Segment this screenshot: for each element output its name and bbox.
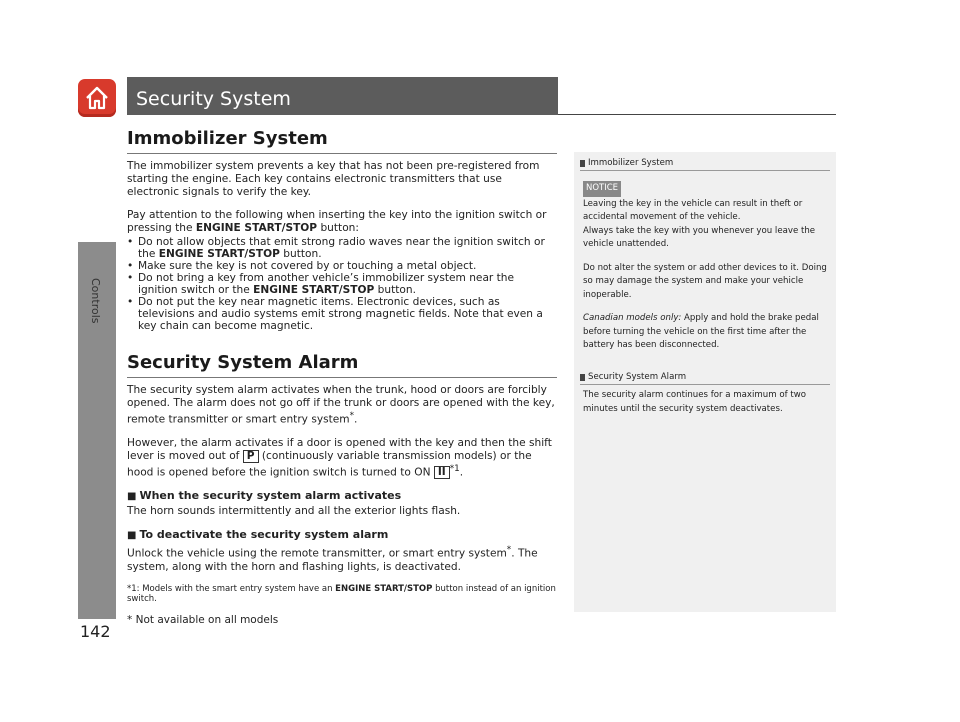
title-rule [558, 114, 836, 115]
footnote: * Not available on all models [127, 614, 279, 626]
sidebar-alarm [580, 372, 830, 426]
alarm-deactivate-text: Unlock the vehicle using the remote transmitter, or smart entry system*. The system, along with the horn and flashing lights, is deactivated. [127, 545, 538, 573]
on-position-box: II [434, 466, 450, 479]
park-position-box: P [243, 450, 259, 463]
alarm-duration-note: The security alarm continues for a maximum of two minutes until the security system deactivates. [583, 390, 806, 414]
bookmark-icon [580, 374, 585, 381]
alarm-shift-text: However, the alarm activates if a door is opened with the key and then the shift lever is moved out of P (continuously variable transmission models) or the hood is opened before the ignition switch is turned to ON II $^{*1}$. [127, 436, 552, 479]
sidebar-alarm-heading: Security System Alarm [580, 372, 830, 385]
list-item: • Do not put the key near magnetic items. Electronic devices, such as televisions and audio systems emit strong magnetic fields. Note that even a key chain can become magnetic. [127, 296, 557, 332]
bookmark-icon [580, 160, 585, 167]
immobilizer-attention: Pay attention to the following when inserting the key into the ignition switch or pressing the ENGINE START/STOP button: [127, 209, 547, 234]
sidebar-immobilizer [580, 158, 830, 363]
list-item: • Do not bring a key from another vehicle’s immobilizer system near the ignition switch or the ENGINE START/STOP button. [127, 272, 557, 296]
alarm-activates-text: The horn sounds intermittently and all the exterior lights flash. [127, 505, 461, 518]
alter-warning: Do not alter the system or add other devices to it. Doing so may damage the system and make your vehicle inoperable. [583, 262, 827, 300]
immobilizer-heading: Immobilizer System [127, 128, 557, 154]
sidebar-notes [574, 152, 836, 612]
immobilizer-intro: The immobilizer system prevents a key that has not been pre-registered from starting the engine. Each key contains electronic transmitters that use electronic signals to verify the key. [127, 160, 540, 198]
list-item: • Make sure the key is not covered by or touching a metal object. [127, 260, 557, 272]
page-number: 142 [80, 622, 111, 641]
notice-text: Leaving the key in the vehicle can result in theft or accidental movement of the vehicle. Always take the key with you whenever you leave the vehicle unattended. [583, 198, 816, 249]
list-item: • Do not allow objects that emit strong radio waves near the ignition switch or the ENGINE START/STOP button. [127, 236, 557, 260]
side-tab-label: Controls [89, 278, 102, 324]
alarm-deactivate-heading: ■ To deactivate the security system alarm [127, 528, 389, 542]
notice-badge: NOTICE [583, 181, 621, 197]
main-content [127, 128, 557, 614]
page-title-bar [127, 77, 558, 115]
immobilizer-list [127, 236, 557, 332]
alarm-heading: Security System Alarm [127, 352, 557, 378]
model-note: *1: Models with the smart entry system have an ENGINE START/STOP button instead of an ignition switch. [127, 583, 556, 604]
sidebar-immobilizer-heading: Immobilizer System [580, 158, 830, 171]
page-title: Security System [136, 88, 291, 110]
home-icon [84, 85, 110, 111]
alarm-intro: The security system alarm activates when the trunk, hood or doors are forcibly opened. The alarm does not go off if the trunk or doors are opened with the key, remote transmitter or smart entry system*. [127, 384, 555, 426]
canadian-note: Canadian models only: Apply and hold the brake pedal before turning the vehicle on the first time after the battery has been disconnected. [583, 313, 819, 350]
home-button[interactable] [78, 79, 116, 117]
alarm-activates-heading: ■ When the security system alarm activates [127, 489, 402, 503]
